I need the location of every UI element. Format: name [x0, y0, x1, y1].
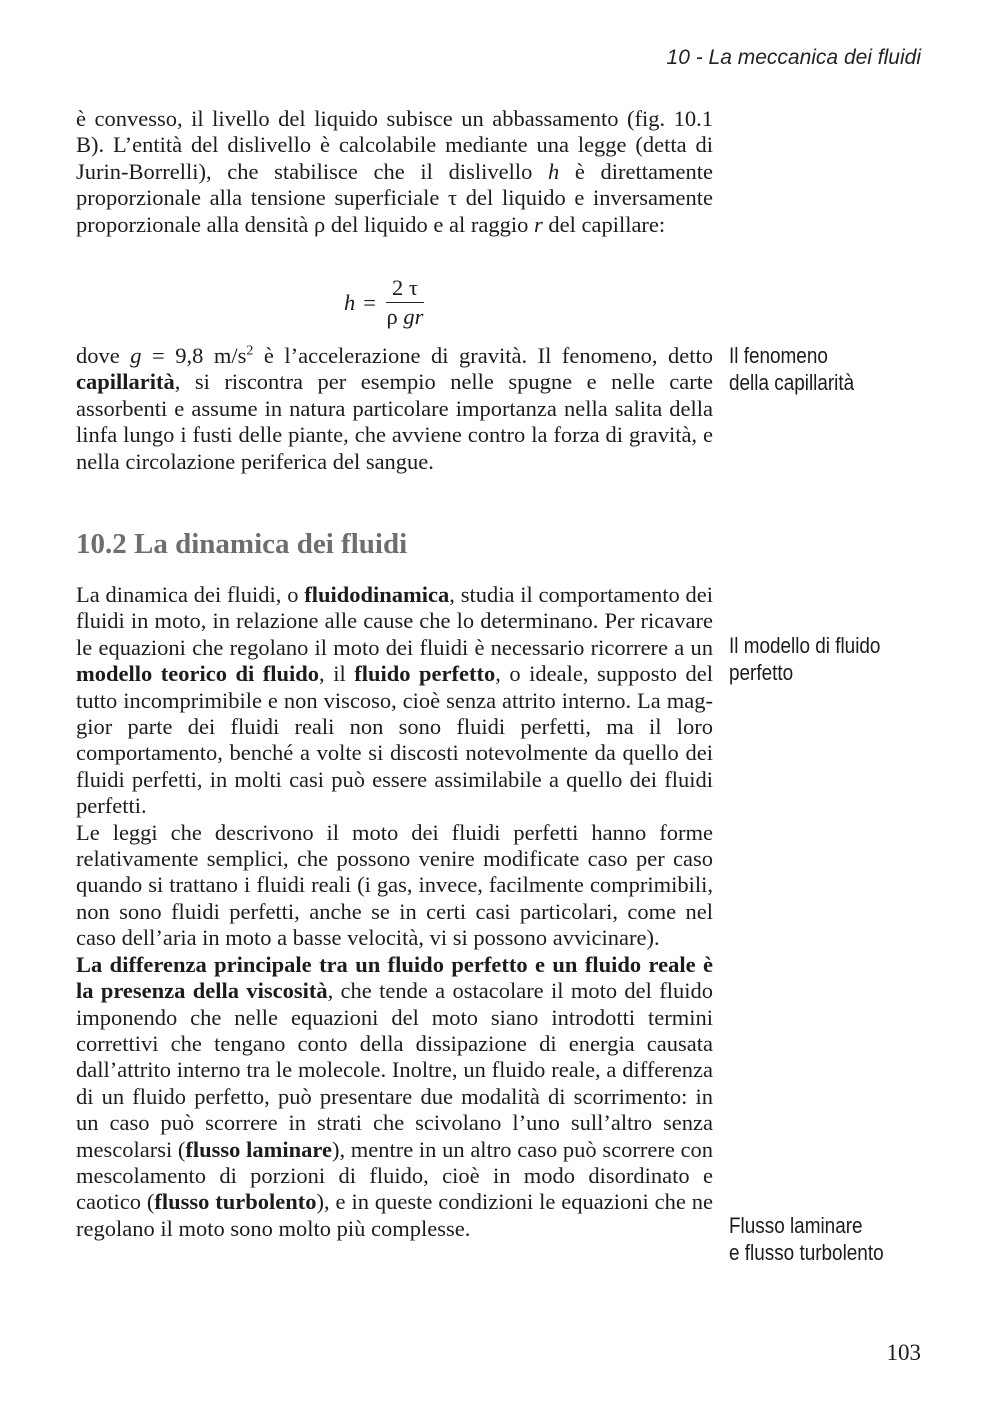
formula-denominator: ρ gr	[386, 304, 424, 329]
paragraph-perfect-fluid-laws: Le leggi che descrivono il moto dei fluidi perfetti hanno forme relativamente semplici, che possono venire modificate caso per caso quando si trattano i fluidi reali (i gas, invece, facilmente comprimibili, non sono fluidi perfetti, anche se in certi casi particolari, come nel caso dell’aria in moto a basse velocità, vi si possono avvicinare).	[76, 819, 713, 951]
formula-fraction	[386, 276, 424, 329]
paragraph-viscosity: La differenza principale tra un fluido perfetto e un fluido reale è la presenza della viscosità, che tende a ostacolare il moto del fluido imponendo che nelle equazioni del moto siano introdotti termini correttivi che tengano conto della dissipazione di energia causata dall’attrito interno tra le molecole. Inoltre, un fluido reale, a differenza di un fluido perfetto, può presentare due modalità di scorrimento: in un caso può scorrere in strati che scivolano l’uno sull’altro senza mescolarsi (flusso laminare), mentre in un altro caso può scorrere con mescolamento di porzioni di fluido, cioè in modo disordinato e caotico (flusso turbolento), e in queste condizioni le equazioni che ne regolano il moto sono molto più complesse.	[76, 951, 713, 1241]
margin-note-capillarity: Il fenomeno della capillarità	[729, 343, 855, 395]
section-heading: 10.2 La dinamica dei fluidi	[76, 528, 408, 560]
margin-note-flow-types: Flusso laminare e flusso turbolento	[729, 1213, 884, 1265]
formula-lhs: h	[344, 289, 356, 315]
paragraph-capillarity: dove g = 9,8 $m/s^2$ è l’accelerazione di gravità. Il fenomeno, detto capillarità, si riscontra per esempio nelle spugne e nelle carte assorbenti e assume in natura particolare importanza nella salita della linfa lungo i fusti delle piante, che avviene contro la forza di gravità, e nella circolazione periferica del sangue.	[76, 343, 713, 474]
formula-numerator: 2 τ	[386, 276, 424, 303]
page-number: 103	[886, 1340, 921, 1365]
paragraph-jurin-law: è convesso, il livello del liquido subisce un abbassamento (fig. 10.1 B). L’entità del dislivello è calcolabile mediante una legge (detta di Jurin-Borrelli), che stabilisce che il dislivello h è direttamente proporzionale alla tensione superficiale τ del liquido e inversamente proporzionale alla densità ρ del liquido e al raggio r del capillare:	[76, 106, 713, 237]
margin-note-perfect-fluid: Il modello di fluido perfetto	[729, 633, 881, 685]
paragraph-fluid-dynamics: La dinamica dei fluidi, o fluidodinamica, studia il comportamento dei fluidi in moto, in relazione alle cause che lo determinano. Per ricavare le equazioni che regolano il moto dei fluidi è necessario ricorrere a un modello teorico di fluido, il fluido perfetto, o ideale, supposto del tutto incomprimibile e non viscoso, cioè senza attrito interno. La maggior parte dei fluidi reali non sono fluidi perfetti, ma il loro comportamento, benché a volte si discosti notevolmente da quello dei fluidi perfetti, in molti casi può essere assimilabile a quello dei fluidi perfetti.	[76, 582, 713, 819]
section-body	[76, 582, 713, 1242]
jurin-formula	[344, 276, 424, 329]
formula-equals: =	[363, 289, 376, 315]
running-head: 10 - La meccanica dei fluidi	[666, 46, 921, 69]
